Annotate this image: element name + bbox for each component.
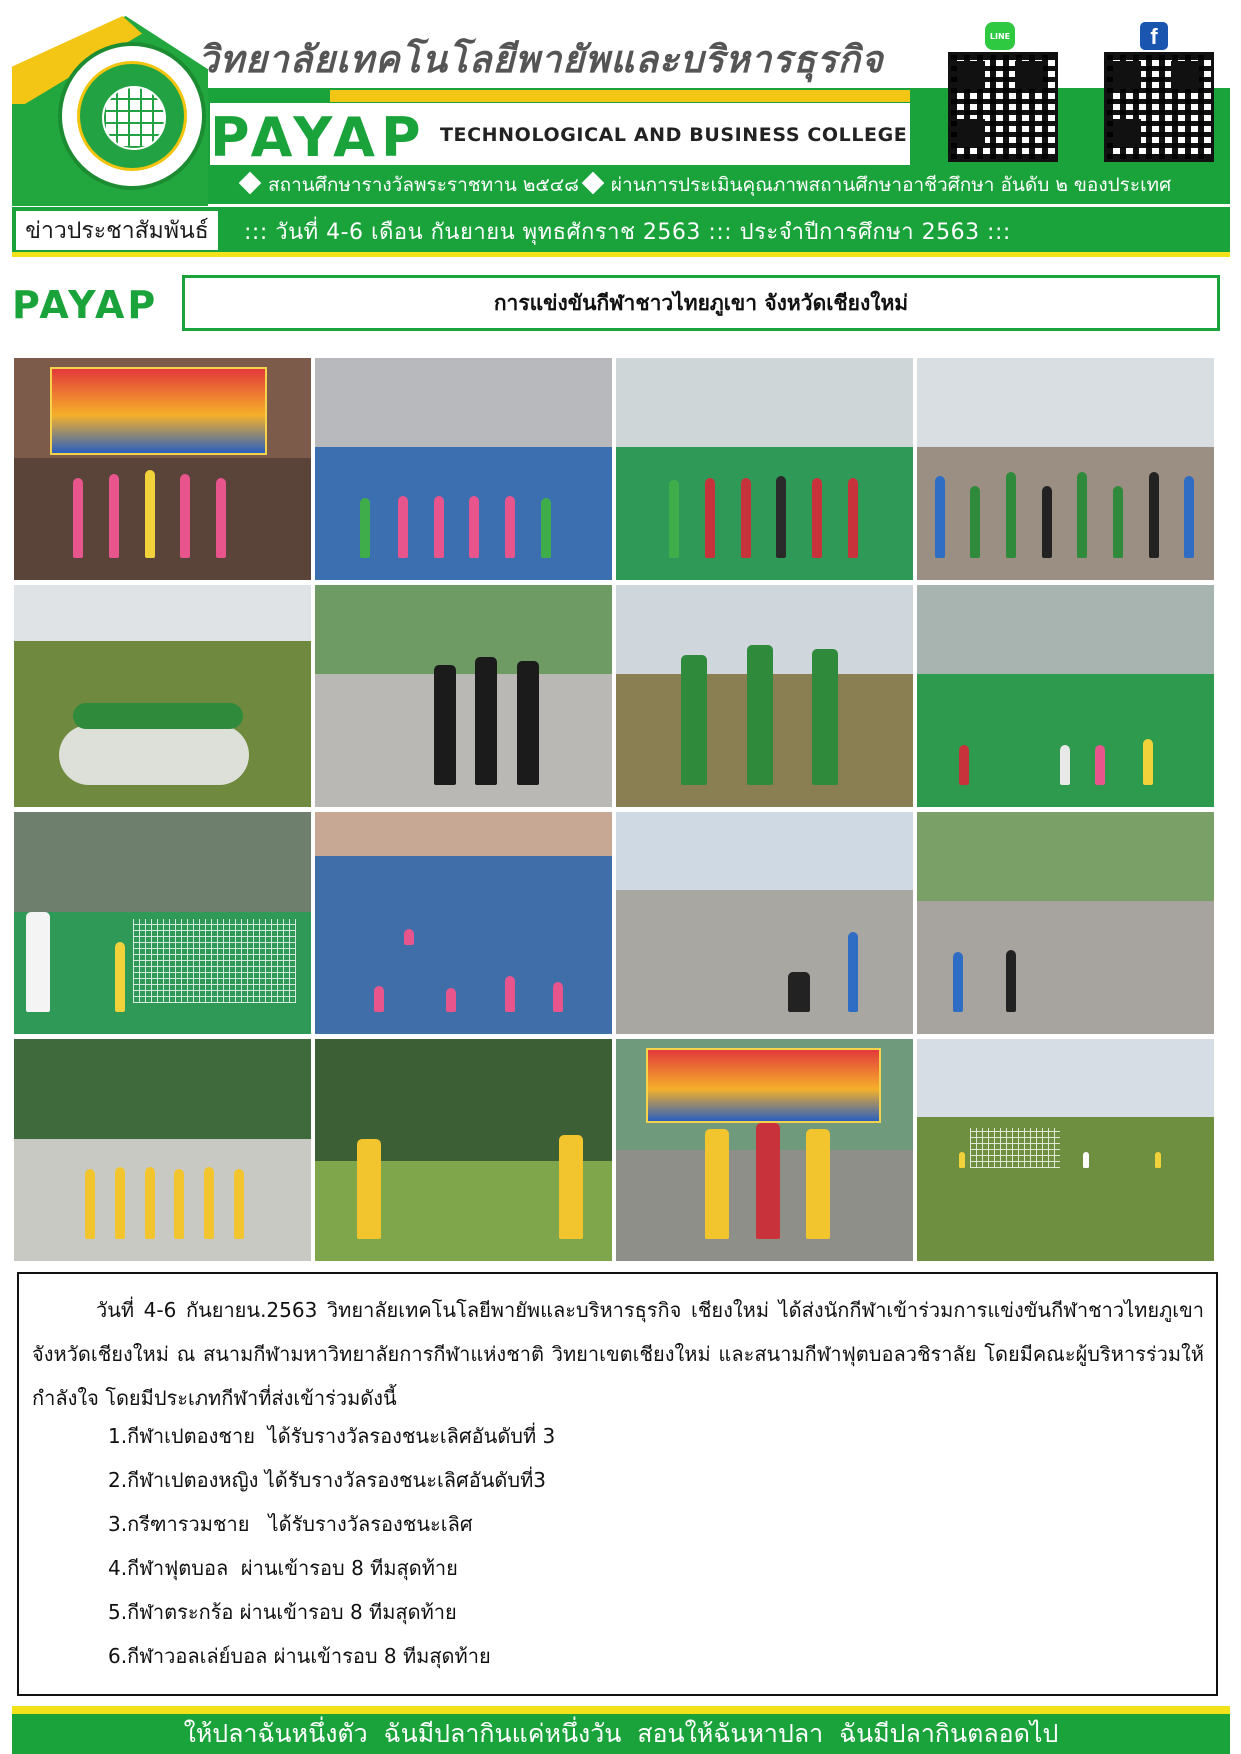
photo-indoor-court-team <box>315 358 612 580</box>
photo-takraw-match <box>14 812 311 1034</box>
photo-football-team-group <box>917 358 1214 580</box>
photo-athletics-medalists <box>616 1039 913 1261</box>
photo-petanque-field-men <box>616 812 913 1034</box>
photo-football-huddle <box>14 585 311 807</box>
pr-date-line: ::: วันที่ 4-6 เดือน กันยายน พุทธศักราช 2563 ::: ประจำปีการศึกษา 2563 ::: <box>244 220 1011 245</box>
photo-grid <box>14 358 1214 1260</box>
diamond-icon <box>239 172 262 195</box>
photo-indoor-takraw-court <box>917 585 1214 807</box>
photo-football-field-match <box>917 1039 1214 1261</box>
photo-petanque-women-team <box>14 358 311 580</box>
photo-court-drills <box>315 812 612 1034</box>
photo-petanque-women-players <box>315 585 612 807</box>
facebook-qr-code <box>1104 52 1214 162</box>
list-item: 6.กีฬาวอลเล่ย์บอล ผ่านเข้ารอบ 8 ทีมสุดท้าย <box>108 1644 491 1668</box>
photo-takraw-team <box>616 358 913 580</box>
line-app-icon: LINE <box>985 22 1015 50</box>
pr-label: ข่าวประชาสัมพันธ์ <box>14 209 220 252</box>
award-line: สถานศึกษารางวัลพระราชทาน ๒๕๔๘ ผ่านการประเมินคุณภาพสถานศึกษาอาชีวศึกษา อันดับ ๒ ของประเทศ <box>236 170 1171 200</box>
footer-yellow-line <box>12 1706 1230 1714</box>
photo-football-three-players <box>616 585 913 807</box>
list-item: 4.กีฬาฟุตบอล ผ่านเข้ารอบ 8 ทีมสุดท้าย <box>108 1556 458 1580</box>
footer-motto: ให้ปลาฉันหนึ่งตัว ฉันมีปลากินแค่หนึ่งวัน สอนให้ฉันหาปลา ฉันมีปลากินตลอดไป <box>12 1714 1230 1754</box>
list-item: 5.กีฬาตระกร้อ ผ่านเข้ารอบ 8 ทีมสุดท้าย <box>108 1600 457 1624</box>
brand-logo-text: PAYAP <box>210 106 427 169</box>
facebook-icon: f <box>1140 22 1168 50</box>
college-seal-logo <box>58 42 206 190</box>
photo-petanque-coaches <box>315 1039 612 1261</box>
college-name-thai: วิทยาลัยเทคโนโลยีพายัพและบริหารธุรกิจ <box>198 38 884 81</box>
list-item: 2.กีฬาเปตองหญิง ได้รับรางวัลรองชนะเลิศอันดับที่3 <box>108 1468 547 1492</box>
article-paragraph: วันที่ 4-6 กันยายน.2563 วิทยาลัยเทคโนโลยีพายัพและบริหารธุรกิจ เชียงใหม่ ได้ส่งนักกีฬาเข้าร่วมการแข่งขันกีฬาชาวไทยภูเขา จังหวัดเชียงใหม่ ณ สนามกีฬามหาวิทยาลัยการกีฬาแห่งชาติ วิทยาเขตเชียงใหม่ และสนามกีฬาฟุตบอลวชิราลัย โดยมีคณะผู้บริหารร่วมให้กำลังใจ โดยมีประเภทกีฬาที่ส่งเข้าร่วมดังนี้ <box>32 1298 1204 1410</box>
header-yellow-bar <box>330 90 910 102</box>
results-list <box>108 1414 555 1678</box>
list-item: 1.กีฬาเปตองชาย ได้รับรางวัลรองชนะเลิศอันดับที่ 3 <box>108 1424 556 1448</box>
photo-petanque-field-umpires <box>917 812 1214 1034</box>
article-title: การแข่งขันกีฬาชาวไทยภูเขา จังหวัดเชียงใหม่ <box>182 275 1220 331</box>
line-qr-code <box>948 52 1058 162</box>
brand-logo-small: PAYAP <box>12 283 159 327</box>
list-item: 3.กรีฑารวมชาย ได้รับรางวัลรองชนะเลิศ <box>108 1512 473 1536</box>
globe-icon <box>102 86 166 150</box>
diamond-icon <box>582 172 605 195</box>
college-name-english: TECHNOLOGICAL AND BUSINESS COLLEGE <box>440 124 908 146</box>
photo-petanque-team-outdoor <box>14 1039 311 1261</box>
